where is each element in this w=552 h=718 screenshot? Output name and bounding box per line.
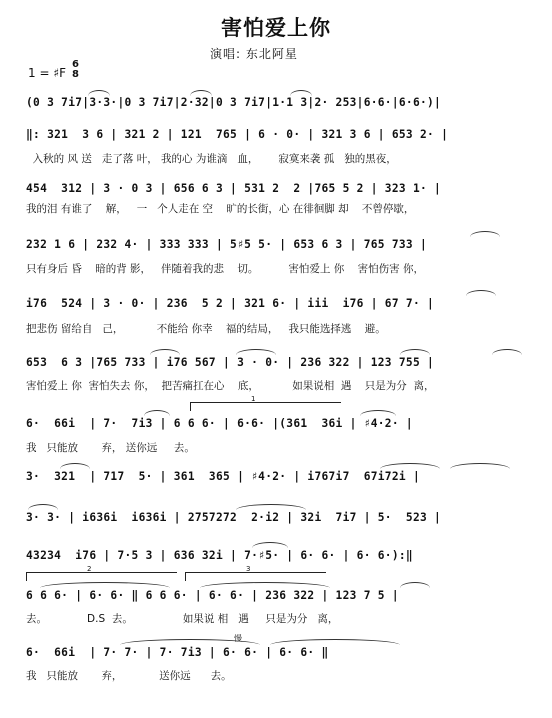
score-line-4: 232 1 6 | 232 4· | 333 333 | 5♯5 5· | 653 6 3 | 765 733 |: [26, 238, 428, 251]
score-line-7: 6· 66i | 7· 7i3 | 6 6 6· | 6·6· |(361 36i | ♯4·2· |: [26, 417, 413, 430]
score-line-3: 454 312 | 3 · 0 3 | 656 6 3 | 531 2 2 |765 5 2 | 323 1· |: [26, 182, 442, 195]
score-line-1: (0 3 7i7|3·3·|0 3 7i7|2·32|0 3 7i7|1·1 3|2· 253|6·6·|6·6·)|: [26, 96, 442, 109]
lyric-line-4: 只有身后 昏 暗的背 影， 伴随着我的悲 切。 害怕爱上 你 害怕伤害 你，: [26, 263, 424, 275]
lyric-line-12: 我 只能放 弃， 送你远 去。: [26, 670, 232, 682]
lyric-line-6: 害怕爱上 你 害怕失去 你， 把苦痛扛在心 底， 如果说相 遇 只是为分 离，: [26, 380, 435, 392]
score-line-2: ‖: 321 3 6 | 321 2 | 121 765 | 6 · 0· | 321 3 6 | 653 2· |: [26, 128, 449, 141]
volta-3: 3: [185, 572, 326, 581]
singer-credit: 演唱: 东北阿星: [210, 47, 298, 61]
volta-1: 1: [190, 402, 341, 411]
lyric-line-7: 我 只能放 弃， 送你远 去。: [26, 442, 195, 454]
lyric-line-2: 入秋的 风 送 走了落 叶， 我的心 为谁滴 血， 寂寞来袭 孤 独的黑夜，: [26, 153, 397, 165]
time-signature: [72, 60, 79, 80]
score-line-10: 43234 i76 | 7·5 3 | 636 32i | 7·♯5· | 6· 6· | 6· 6·):‖: [26, 549, 413, 562]
key-signature: 1 = ♯F: [28, 66, 67, 80]
lyric-line-5: 把悲伤 留给自 己， 不能给 你幸 福的结局， 我只能选择逃 避。: [26, 323, 386, 335]
score-line-8: 3· 321 | 717 5· | 361 365 | ♯4·2· | i767i7 67i72i |: [26, 470, 420, 483]
meter-bottom: 8: [72, 69, 79, 80]
score-line-12: 6· 66i | 7· 7· | 7· 7i3 | 6· 6· | 6· 6· ‖: [26, 646, 329, 659]
meter-top: 6: [72, 59, 79, 70]
score-line-9: 3· 3· | i636i i636i | 2757272 2·i2 | 32i 7i7 | 5· 523 |: [26, 511, 442, 524]
song-title: 害怕爱上你: [221, 15, 331, 40]
slow-mark: 慢: [234, 634, 242, 643]
score-line-11: 6 6 6· | 6· 6· ‖ 6 6 6· | 6· 6· | 236 322 | 123 7 5 |: [26, 589, 399, 602]
lyric-line-11: 去。 D.S 去。 如果说 相 遇 只是为分 离，: [26, 613, 339, 625]
score-line-6: 653 6 3 |765 733 | i76 567 | 3 · 0· | 236 322 | 123 755 |: [26, 356, 435, 369]
volta-2: 2: [26, 572, 177, 581]
score-line-5: i76 524 | 3 · 0· | 236 5 2 | 321 6· | iii i76 | 67 7· |: [26, 297, 435, 310]
lyric-line-3: 我的泪 有谁了 解， 一 个人走在 空 旷的长街，心 在徘徊脚 却 不曾停歇，: [26, 203, 415, 215]
